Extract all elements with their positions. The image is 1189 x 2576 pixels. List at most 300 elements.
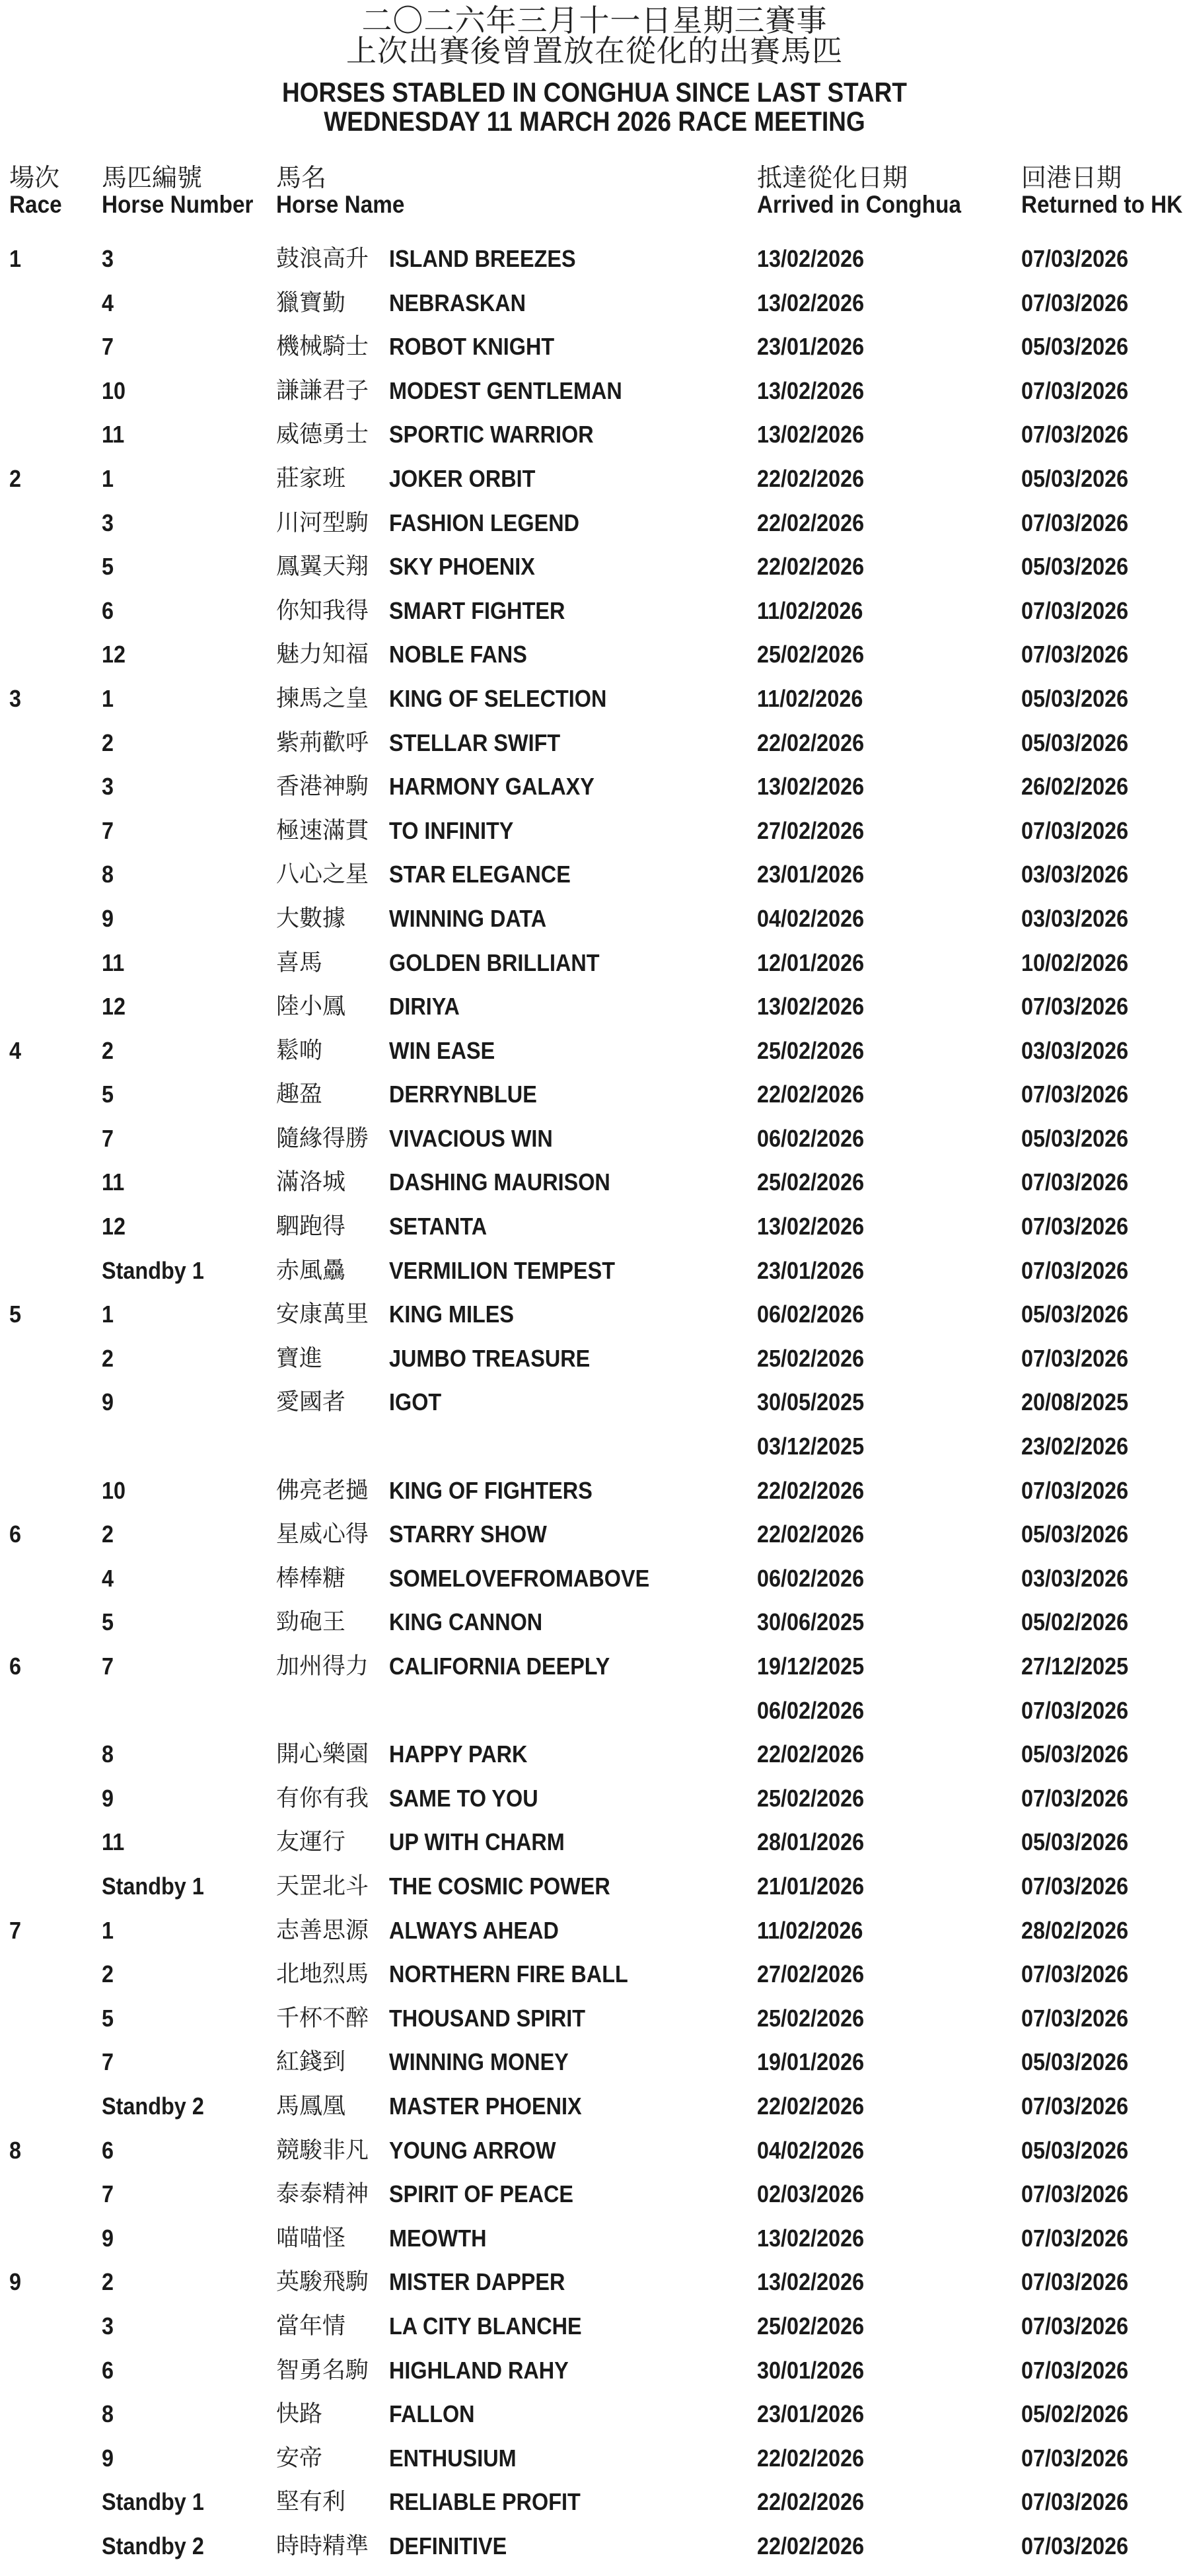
returned-date-cell: 07/03/2026 (1021, 2268, 1129, 2296)
horse-name-zh-cell: 智勇名駒 (276, 2357, 369, 2384)
horse-name-en-cell: NEBRASKAN (389, 289, 526, 316)
table-row (0, 238, 1189, 282)
table-row (0, 942, 1189, 986)
horse-number-cell: 2 (102, 2268, 114, 2296)
returned-date-cell: 05/02/2026 (1021, 2400, 1129, 2428)
table-row (0, 1865, 1189, 1910)
horse-name-zh-cell: 友運行 (276, 1829, 346, 1856)
arrived-date-cell: 23/01/2026 (757, 2400, 865, 2428)
horse-name-en-cell: YOUNG ARROW (389, 2136, 556, 2164)
returned-date-cell: 05/03/2026 (1021, 2136, 1129, 2164)
arrived-date-cell: 13/02/2026 (757, 421, 865, 448)
horse-number-cell: 3 (102, 773, 114, 801)
horse-name-en-cell: STARRY SHOW (389, 1521, 547, 1548)
horse-number-cell: 7 (102, 2048, 114, 2076)
returned-date-cell: 07/03/2026 (1021, 1696, 1129, 1724)
table-row (0, 1338, 1189, 1382)
horse-name-en-cell: SAME TO YOU (389, 1784, 538, 1812)
arrived-date-cell: 06/02/2026 (757, 1564, 865, 1592)
returned-date-cell: 23/02/2026 (1021, 1433, 1129, 1460)
horse-name-en-cell: ISLAND BREEZES (389, 245, 576, 272)
table-row (0, 853, 1189, 898)
horse-name-zh-cell: 川河型駒 (276, 509, 369, 536)
horse-number-cell: 2 (102, 1344, 114, 1372)
arrived-date-cell: 11/02/2026 (757, 684, 863, 712)
table-row (0, 722, 1189, 766)
returned-date-cell: 07/03/2026 (1021, 421, 1129, 448)
returned-date-cell: 07/03/2026 (1021, 1960, 1129, 1988)
horse-name-en-cell: THOUSAND SPIRIT (389, 2004, 586, 2032)
horse-number-cell: 5 (102, 2004, 114, 2032)
returned-date-cell: 07/03/2026 (1021, 1476, 1129, 1504)
horse-name-zh-cell: 有你有我 (276, 1785, 369, 1812)
arrived-date-cell: 25/02/2026 (757, 2312, 865, 2340)
returned-date-cell: 07/03/2026 (1021, 509, 1129, 536)
horse-name-en-cell: NORTHERN FIRE BALL (389, 1960, 628, 1988)
table-row (0, 546, 1189, 590)
table-row (0, 1073, 1189, 1118)
returned-date-cell: 05/03/2026 (1021, 1301, 1129, 1328)
table-row (0, 1293, 1189, 1338)
horse-name-en-cell: DERRYNBLUE (389, 1081, 537, 1108)
horse-number-cell: 5 (102, 553, 114, 581)
horse-number-cell: 2 (102, 1960, 114, 1988)
arrived-date-cell: 13/02/2026 (757, 993, 865, 1020)
horse-name-zh-cell: 鳳翼天翔 (276, 554, 369, 581)
horse-name-zh-cell: 當年情 (276, 2312, 346, 2340)
arrived-date-cell: 23/01/2026 (757, 333, 865, 361)
horse-number-cell: 6 (102, 596, 114, 624)
arrived-date-cell: 02/03/2026 (757, 2180, 865, 2208)
horse-name-zh-cell: 駟跑得 (276, 1213, 346, 1240)
horse-name-zh-cell: 堅有利 (276, 2489, 346, 2516)
horse-name-zh-cell: 英駿飛駒 (276, 2269, 369, 2296)
arrived-date-cell: 25/02/2026 (757, 1784, 865, 1812)
horse-name-zh-cell: 紫荊歡呼 (276, 729, 369, 756)
header-horse-name-en: Horse Name (276, 191, 405, 218)
race-cell: 8 (9, 2136, 22, 2164)
arrived-date-cell: 22/02/2026 (757, 2488, 865, 2516)
arrived-date-cell: 11/02/2026 (757, 596, 863, 624)
horse-number-cell: 3 (102, 509, 114, 536)
arrived-date-cell: 25/02/2026 (757, 1036, 865, 1064)
race-cell: 9 (9, 2268, 22, 2296)
table-row (0, 1557, 1189, 1602)
arrived-date-cell: 30/01/2026 (757, 2356, 865, 2384)
arrived-date-cell: 25/02/2026 (757, 1344, 865, 1372)
horse-name-en-cell: ENTHUSIUM (389, 2444, 517, 2472)
horse-number-cell: 2 (102, 729, 114, 756)
arrived-date-cell: 22/02/2026 (757, 553, 865, 581)
horse-name-en-cell: KING OF FIGHTERS (389, 1476, 593, 1504)
header-horse-number-zh: 馬匹編號 (102, 163, 203, 192)
horse-name-zh-cell: 獵寶勤 (276, 289, 346, 316)
returned-date-cell: 05/03/2026 (1021, 464, 1129, 492)
arrived-date-cell: 22/02/2026 (757, 1740, 865, 1768)
horse-name-zh-cell: 陸小鳳 (276, 993, 346, 1020)
returned-date-cell: 20/08/2025 (1021, 1388, 1129, 1416)
table-row (0, 2525, 1189, 2569)
horse-number-cell: 9 (102, 1784, 114, 1812)
title-en-line1: HORSES STABLED IN CONGHUA SINCE LAST START (282, 77, 907, 108)
table-row (0, 413, 1189, 458)
table-row (0, 370, 1189, 414)
horse-name-zh-cell: 八心之星 (276, 861, 369, 888)
table-row (0, 1250, 1189, 1294)
arrived-date-cell: 28/01/2026 (757, 1828, 865, 1856)
arrived-date-cell: 04/02/2026 (757, 2136, 865, 2164)
horse-name-en-cell: SKY PHOENIX (389, 553, 535, 581)
horse-number-cell: 7 (102, 333, 114, 361)
horse-name-zh-cell: 寶進 (276, 1345, 323, 1372)
table-row (0, 1381, 1189, 1425)
table-header (0, 164, 1189, 223)
horse-name-zh-cell: 極速滿貫 (276, 817, 369, 844)
horse-name-en-cell: IGOT (389, 1388, 442, 1416)
horse-name-en-cell: WINNING DATA (389, 904, 547, 932)
arrived-date-cell: 25/02/2026 (757, 641, 865, 668)
horse-number-cell: 11 (102, 1168, 125, 1196)
horse-name-zh-cell: 喵喵怪 (276, 2225, 346, 2252)
table-row (0, 1030, 1189, 1074)
arrived-date-cell: 13/02/2026 (757, 1213, 865, 1240)
race-cell: 6 (9, 1653, 22, 1680)
horse-name-zh-cell: 泰泰精神 (276, 2181, 369, 2208)
horse-number-cell: Standby 2 (102, 2092, 204, 2120)
table-row (0, 678, 1189, 722)
table-row (0, 2129, 1189, 2174)
returned-date-cell: 05/03/2026 (1021, 729, 1129, 756)
returned-date-cell: 03/03/2026 (1021, 1036, 1129, 1064)
table-row (0, 1205, 1189, 1250)
returned-date-cell: 07/03/2026 (1021, 2224, 1129, 2252)
returned-date-cell: 07/03/2026 (1021, 1081, 1129, 1108)
table-row (0, 2393, 1189, 2437)
arrived-date-cell: 22/02/2026 (757, 1081, 865, 1108)
arrived-date-cell: 13/02/2026 (757, 289, 865, 316)
horse-name-zh-cell: 謙謙君子 (276, 377, 369, 404)
table-row (0, 1118, 1189, 1162)
horse-number-cell: 8 (102, 1740, 114, 1768)
horse-name-en-cell: MODEST GENTLEMAN (389, 376, 622, 404)
arrived-date-cell: 22/02/2026 (757, 509, 865, 536)
returned-date-cell: 07/03/2026 (1021, 2004, 1129, 2032)
horse-number-cell: 11 (102, 1828, 125, 1856)
horse-name-zh-cell: 勁砲王 (276, 1609, 346, 1636)
returned-date-cell: 07/03/2026 (1021, 2532, 1129, 2559)
horse-name-en-cell: DIRIYA (389, 993, 460, 1020)
horse-number-cell: Standby 1 (102, 1256, 204, 1284)
arrived-date-cell: 13/02/2026 (757, 376, 865, 404)
header-returned-en: Returned to HK (1021, 191, 1183, 218)
returned-date-cell: 05/03/2026 (1021, 1124, 1129, 1152)
returned-date-cell: 03/03/2026 (1021, 904, 1129, 932)
horse-name-en-cell: SPORTIC WARRIOR (389, 421, 594, 448)
horse-number-cell: 12 (102, 993, 126, 1020)
returned-date-cell: 05/03/2026 (1021, 1521, 1129, 1548)
returned-date-cell: 05/03/2026 (1021, 1828, 1129, 1856)
horse-name-zh-cell: 天罡北斗 (276, 1873, 369, 1900)
arrived-date-cell: 06/02/2026 (757, 1124, 865, 1152)
table-row (0, 2261, 1189, 2305)
horse-name-en-cell: WINNING MONEY (389, 2048, 569, 2076)
header-race (9, 164, 67, 218)
title-zh-line1: 二〇二六年三月十一日星期三賽事 (361, 3, 828, 38)
table-row (0, 1953, 1189, 1997)
horse-name-zh-cell: 機械騎士 (276, 334, 369, 361)
horse-name-zh-cell: 滿洛城 (276, 1169, 346, 1196)
horse-number-cell: 12 (102, 641, 126, 668)
horse-name-en-cell: ROBOT KNIGHT (389, 333, 555, 361)
returned-date-cell: 03/03/2026 (1021, 1564, 1129, 1592)
horse-name-zh-cell: 安康萬里 (276, 1301, 369, 1328)
table-row (0, 1425, 1189, 1470)
returned-date-cell: 07/03/2026 (1021, 816, 1129, 844)
table-row (0, 502, 1189, 546)
horse-name-zh-cell: 大數據 (276, 905, 346, 932)
horse-name-zh-cell: 北地烈馬 (276, 1961, 369, 1988)
horse-name-en-cell: DEFINITIVE (389, 2532, 507, 2559)
horse-name-zh-cell: 競駿非凡 (276, 2137, 369, 2164)
horse-number-cell: 2 (102, 1036, 114, 1064)
horse-name-zh-cell: 威德勇士 (276, 421, 369, 448)
horse-name-zh-cell: 隨緣得勝 (276, 1125, 369, 1152)
arrived-date-cell: 03/12/2025 (757, 1433, 865, 1460)
horse-name-en-cell: HAPPY PARK (389, 1740, 528, 1768)
horse-name-zh-cell: 馬鳳凰 (276, 2093, 346, 2120)
race-cell: 6 (9, 1521, 22, 1548)
race-cell: 2 (9, 464, 22, 492)
returned-date-cell: 07/03/2026 (1021, 596, 1129, 624)
horse-name-en-cell: HIGHLAND RAHY (389, 2356, 569, 2384)
document-title (0, 0, 1189, 136)
horse-name-en-cell: VERMILION TEMPEST (389, 1256, 616, 1284)
title-zh-line2: 上次出賽後曾置放在從化的出賽馬匹 (346, 33, 843, 69)
table-body (0, 238, 1189, 2569)
returned-date-cell: 07/03/2026 (1021, 1213, 1129, 1240)
horse-name-en-cell: UP WITH CHARM (389, 1828, 565, 1856)
horse-number-cell: 7 (102, 1653, 114, 1680)
horse-name-zh-cell: 鬆啲 (276, 1037, 323, 1064)
table-row (0, 326, 1189, 370)
header-arrived (757, 164, 984, 218)
horse-number-cell: 9 (102, 1388, 114, 1416)
horse-name-en-cell: KING MILES (389, 1301, 515, 1328)
returned-date-cell: 07/03/2026 (1021, 2356, 1129, 2384)
table-row (0, 2437, 1189, 2482)
horse-name-en-cell: NOBLE FANS (389, 641, 527, 668)
horse-name-en-cell: MASTER PHOENIX (389, 2092, 582, 2120)
table-row (0, 1645, 1189, 1690)
race-cell: 4 (9, 1036, 22, 1064)
returned-date-cell: 07/03/2026 (1021, 2180, 1129, 2208)
table-row (0, 1161, 1189, 1205)
table-row (0, 1470, 1189, 1514)
horse-number-cell: 9 (102, 2224, 114, 2252)
horse-number-cell: 11 (102, 421, 125, 448)
arrived-date-cell: 23/01/2026 (757, 861, 865, 888)
table-row (0, 2349, 1189, 2394)
horse-name-zh-cell: 趣盈 (276, 1081, 323, 1108)
horse-name-en-cell: STAR ELEGANCE (389, 861, 571, 888)
returned-date-cell: 07/03/2026 (1021, 2092, 1129, 2120)
horse-number-cell: 9 (102, 2444, 114, 2472)
header-arrived-zh: 抵達從化日期 (757, 163, 908, 192)
returned-date-cell: 27/12/2025 (1021, 1653, 1129, 1680)
horse-number-cell: 8 (102, 2400, 114, 2428)
horse-number-cell: 9 (102, 904, 114, 932)
table-row (0, 2085, 1189, 2129)
horse-number-cell: 3 (102, 245, 114, 272)
horse-name-en-cell: SETANTA (389, 1213, 487, 1240)
header-horse-name (276, 164, 419, 218)
race-cell: 1 (9, 245, 22, 272)
horse-number-cell: 1 (102, 464, 114, 492)
horse-name-en-cell: CALIFORNIA DEEPLY (389, 1653, 610, 1680)
title-en-line2: WEDNESDAY 11 MARCH 2026 RACE MEETING (324, 106, 865, 137)
horse-name-en-cell: KING OF SELECTION (389, 684, 607, 712)
header-returned-zh: 回港日期 (1021, 163, 1122, 192)
returned-date-cell: 05/03/2026 (1021, 1740, 1129, 1768)
horse-number-cell: 7 (102, 816, 114, 844)
arrived-date-cell: 22/02/2026 (757, 1476, 865, 1504)
returned-date-cell: 07/03/2026 (1021, 2444, 1129, 2472)
horse-number-cell: 2 (102, 1521, 114, 1548)
horse-number-cell: 10 (102, 1476, 126, 1504)
horse-name-en-cell: STELLAR SWIFT (389, 729, 561, 756)
race-cell: 3 (9, 684, 22, 712)
arrived-date-cell: 22/02/2026 (757, 2444, 865, 2472)
arrived-date-cell: 25/02/2026 (757, 1168, 865, 1196)
header-arrived-en: Arrived in Conghua (757, 191, 961, 218)
arrived-date-cell: 12/01/2026 (757, 948, 865, 976)
table-row (0, 2481, 1189, 2525)
table-row (0, 633, 1189, 678)
horse-name-en-cell: VIVACIOUS WIN (389, 1124, 553, 1152)
returned-date-cell: 05/03/2026 (1021, 553, 1129, 581)
horse-number-cell: 4 (102, 1564, 114, 1592)
horse-name-en-cell: GOLDEN BRILLIANT (389, 948, 600, 976)
horse-number-cell: 1 (102, 684, 114, 712)
table-row (0, 590, 1189, 634)
horse-name-zh-cell: 喜馬 (276, 949, 323, 976)
horse-name-zh-cell: 愛國者 (276, 1389, 346, 1416)
table-row (0, 2173, 1189, 2217)
table-row (0, 2041, 1189, 2085)
table-row (0, 2305, 1189, 2349)
returned-date-cell: 03/03/2026 (1021, 861, 1129, 888)
returned-date-cell: 05/02/2026 (1021, 1608, 1129, 1636)
arrived-date-cell: 22/02/2026 (757, 1521, 865, 1548)
horse-name-zh-cell: 加州得力 (276, 1653, 369, 1680)
horse-name-zh-cell: 快路 (276, 2401, 323, 2428)
horse-number-cell: 6 (102, 2356, 114, 2384)
horse-number-cell: Standby 1 (102, 1872, 204, 1900)
horse-name-en-cell: SOMELOVEFROMABOVE (389, 1564, 650, 1592)
table-row (0, 1821, 1189, 1865)
horse-number-cell: 3 (102, 2312, 114, 2340)
horse-name-zh-cell: 志善思源 (276, 1917, 369, 1944)
arrived-date-cell: 22/02/2026 (757, 2532, 865, 2559)
race-cell: 7 (9, 1916, 22, 1944)
horse-name-zh-cell: 紅錢到 (276, 2049, 346, 2076)
returned-date-cell: 26/02/2026 (1021, 773, 1129, 801)
header-horse-number (102, 164, 270, 218)
horse-number-cell: 11 (102, 948, 125, 976)
horse-name-en-cell: THE COSMIC POWER (389, 1872, 610, 1900)
horse-number-cell: 8 (102, 861, 114, 888)
arrived-date-cell: 04/02/2026 (757, 904, 865, 932)
horse-number-cell: 10 (102, 376, 126, 404)
horse-number-cell: Standby 2 (102, 2532, 204, 2559)
race-cell: 5 (9, 1301, 22, 1328)
arrived-date-cell: 22/02/2026 (757, 2092, 865, 2120)
arrived-date-cell: 06/02/2026 (757, 1301, 865, 1328)
returned-date-cell: 05/03/2026 (1021, 684, 1129, 712)
horse-name-en-cell: MISTER DAPPER (389, 2268, 565, 2296)
returned-date-cell: 05/03/2026 (1021, 333, 1129, 361)
returned-date-cell: 07/03/2026 (1021, 1256, 1129, 1284)
horse-name-en-cell: KING CANNON (389, 1608, 543, 1636)
returned-date-cell: 07/03/2026 (1021, 289, 1129, 316)
table-row (0, 1690, 1189, 1734)
horse-name-en-cell: JOKER ORBIT (389, 464, 536, 492)
horse-number-cell: 1 (102, 1301, 114, 1328)
header-race-en: Race (9, 191, 62, 218)
arrived-date-cell: 19/01/2026 (757, 2048, 865, 2076)
table-row (0, 1777, 1189, 1822)
arrived-date-cell: 13/02/2026 (757, 2268, 865, 2296)
arrived-date-cell: 27/02/2026 (757, 1960, 865, 1988)
returned-date-cell: 07/03/2026 (1021, 2312, 1129, 2340)
returned-date-cell: 10/02/2026 (1021, 948, 1129, 976)
arrived-date-cell: 13/02/2026 (757, 2224, 865, 2252)
horse-name-zh-cell: 時時精準 (276, 2532, 369, 2559)
returned-date-cell: 07/03/2026 (1021, 641, 1129, 668)
returned-date-cell: 28/02/2026 (1021, 1916, 1129, 1944)
horse-name-zh-cell: 鼓浪高升 (276, 246, 369, 272)
horse-name-zh-cell: 莊家班 (276, 465, 346, 492)
returned-date-cell: 07/03/2026 (1021, 1784, 1129, 1812)
returned-date-cell: 05/03/2026 (1021, 2048, 1129, 2076)
horse-number-cell: 12 (102, 1213, 126, 1240)
horse-number-cell: 6 (102, 2136, 114, 2164)
horse-number-cell: 5 (102, 1081, 114, 1108)
header-horse-number-en: Horse Number (102, 191, 254, 218)
arrived-date-cell: 30/05/2025 (757, 1388, 865, 1416)
table-row (0, 1733, 1189, 1777)
horse-name-en-cell: HARMONY GALAXY (389, 773, 594, 801)
horse-name-zh-cell: 星威心得 (276, 1521, 369, 1548)
returned-date-cell: 07/03/2026 (1021, 1168, 1129, 1196)
arrived-date-cell: 11/02/2026 (757, 1916, 863, 1944)
horse-name-en-cell: WIN EASE (389, 1036, 495, 1064)
returned-date-cell: 07/03/2026 (1021, 376, 1129, 404)
header-returned (1021, 164, 1189, 218)
table-row (0, 282, 1189, 326)
arrived-date-cell: 27/02/2026 (757, 816, 865, 844)
header-race-zh: 場次 (9, 163, 60, 192)
horse-name-en-cell: RELIABLE PROFIT (389, 2488, 581, 2516)
horse-name-en-cell: ALWAYS AHEAD (389, 1916, 559, 1944)
table-row (0, 1513, 1189, 1557)
arrived-date-cell: 22/02/2026 (757, 464, 865, 492)
horse-name-en-cell: SMART FIGHTER (389, 596, 565, 624)
horse-name-zh-cell: 安帝 (276, 2445, 323, 2472)
horse-number-cell: 7 (102, 2180, 114, 2208)
returned-date-cell: 07/03/2026 (1021, 1344, 1129, 1372)
horse-name-en-cell: SPIRIT OF PEACE (389, 2180, 574, 2208)
